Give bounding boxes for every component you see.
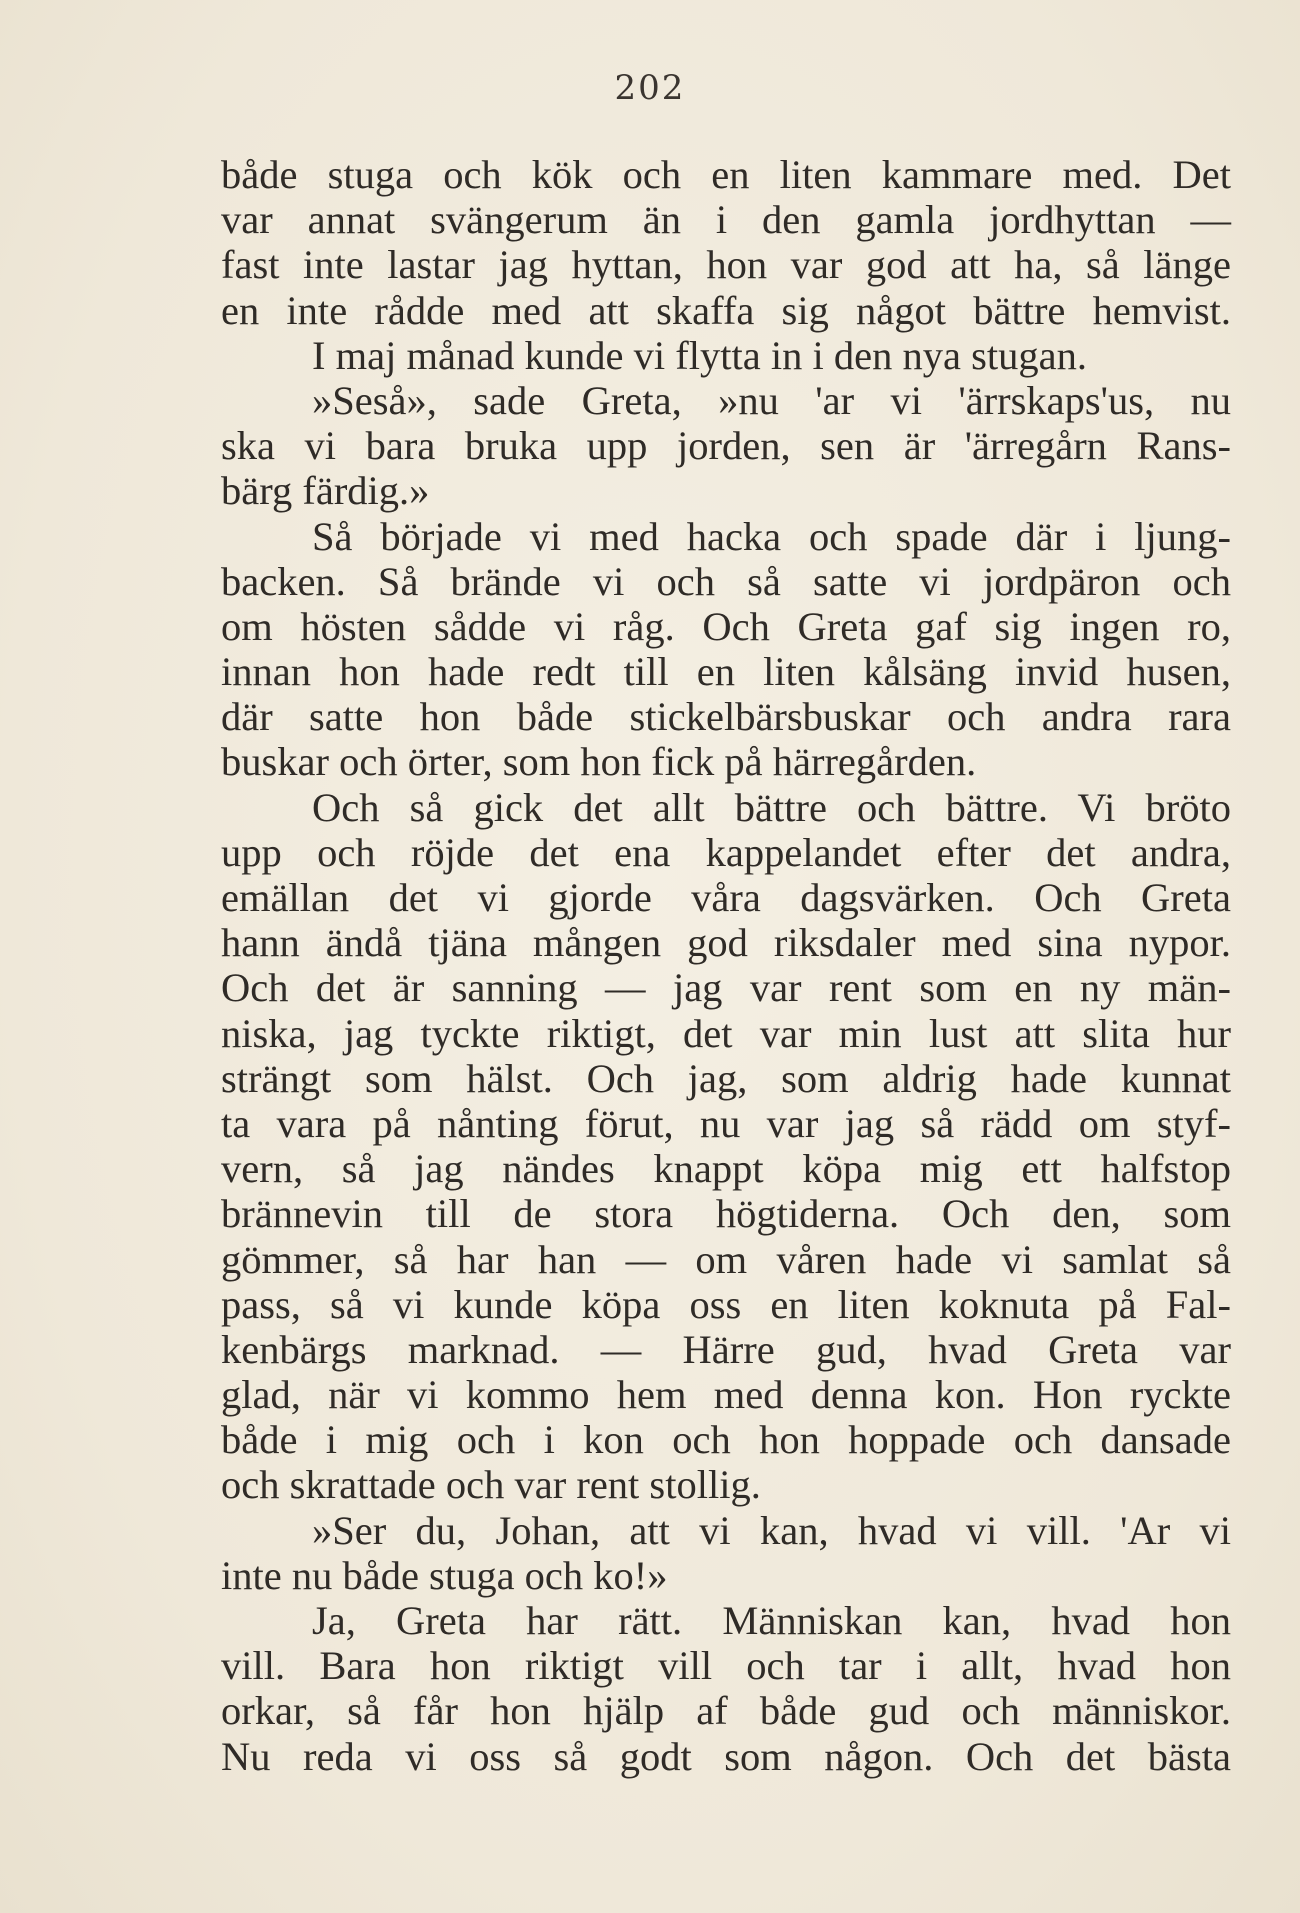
- text-line: bärg färdig.»: [221, 468, 430, 514]
- text-line: Ja, Greta har rätt. Människan kan, hvad hon: [312, 1598, 1231, 1643]
- text-line: backen. Så brände vi och så satte vi jordpäron och: [221, 558, 1231, 604]
- text-line: en inte rådde med att skaffa sig något bättre hemvist.: [221, 287, 1231, 333]
- text-line: emällan det vi gjorde våra dagsvärken. Och Greta: [221, 875, 1231, 920]
- text-line: vill. Bara hon riktigt vill och tar i allt, hvad hon: [221, 1643, 1231, 1689]
- text-line: strängt som hälst. Och jag, som aldrig hade kunnat: [221, 1055, 1231, 1101]
- text-line: »Ser du, Johan, att vi kan, hvad vi vill. 'Ar vi: [312, 1507, 1231, 1553]
- text-line: och skrattade och var rent stollig.: [221, 1462, 761, 1508]
- page-number: 202: [614, 68, 686, 108]
- text-line: inte nu både stuga och ko!»: [221, 1552, 668, 1598]
- text-line: där satte hon både stickelbärsbuskar och andra rara: [221, 694, 1231, 740]
- body-text: [221, 152, 1231, 1779]
- text-line: om hösten sådde vi råg. Och Greta gaf sig ingen ro,: [221, 603, 1231, 649]
- text-line: vern, så jag nändes knappt köpa mig ett halfstop: [221, 1146, 1231, 1192]
- text-line: »Seså», sade Greta, »nu 'ar vi 'ärrskaps'us, nu: [312, 377, 1231, 423]
- text-line: gömmer, så har han — om våren hade vi samlat så: [221, 1236, 1231, 1282]
- text-line: upp och röjde det ena kappelandet efter det andra,: [221, 829, 1231, 875]
- text-line: Nu reda vi oss så godt som någon. Och det bästa: [221, 1733, 1231, 1779]
- text-line: Och det är sanning — jag var rent som en ny män-: [221, 965, 1231, 1011]
- text-line: Och så gick det allt bättre och bättre. Vi bröto: [312, 784, 1231, 830]
- text-line: ta vara på nånting förut, nu var jag så rädd om styf-: [221, 1100, 1231, 1146]
- text-line: innan hon hade redt till en liten kålsäng invid husen,: [221, 649, 1231, 695]
- text-line: hann ändå tjäna mången god riksdaler med sina nypor.: [221, 920, 1231, 966]
- text-line: brännevin till de stora högtiderna. Och den, som: [221, 1191, 1231, 1237]
- text-line: I maj månad kunde vi flytta in i den nya stugan.: [312, 332, 1087, 378]
- text-line: fast inte lastar jag hyttan, hon var god att ha, så länge: [221, 242, 1231, 288]
- text-line: var annat svängerum än i den gamla jordhyttan —: [221, 197, 1231, 243]
- text-line: pass, så vi kunde köpa oss en liten koknuta på Fal-: [221, 1281, 1231, 1327]
- text-line: glad, när vi kommo hem med denna kon. Hon ryckte: [221, 1372, 1231, 1418]
- text-line: Så började vi med hacka och spade där i ljung-: [312, 513, 1231, 559]
- text-line: ska vi bara bruka upp jorden, sen är 'ärregårn Rans-: [221, 423, 1231, 469]
- text-line: både i mig och i kon och hon hoppade och dansade: [221, 1417, 1231, 1463]
- text-line: orkar, så får hon hjälp af både gud och människor.: [221, 1688, 1231, 1734]
- text-line: buskar och örter, som hon fick på härregården.: [221, 739, 977, 785]
- text-line: niska, jag tyckte riktigt, det var min lust att slita hur: [221, 1010, 1231, 1056]
- text-line: både stuga och kök och en liten kammare med. Det: [221, 152, 1231, 197]
- text-line: kenbärgs marknad. — Härre gud, hvad Greta var: [221, 1326, 1231, 1372]
